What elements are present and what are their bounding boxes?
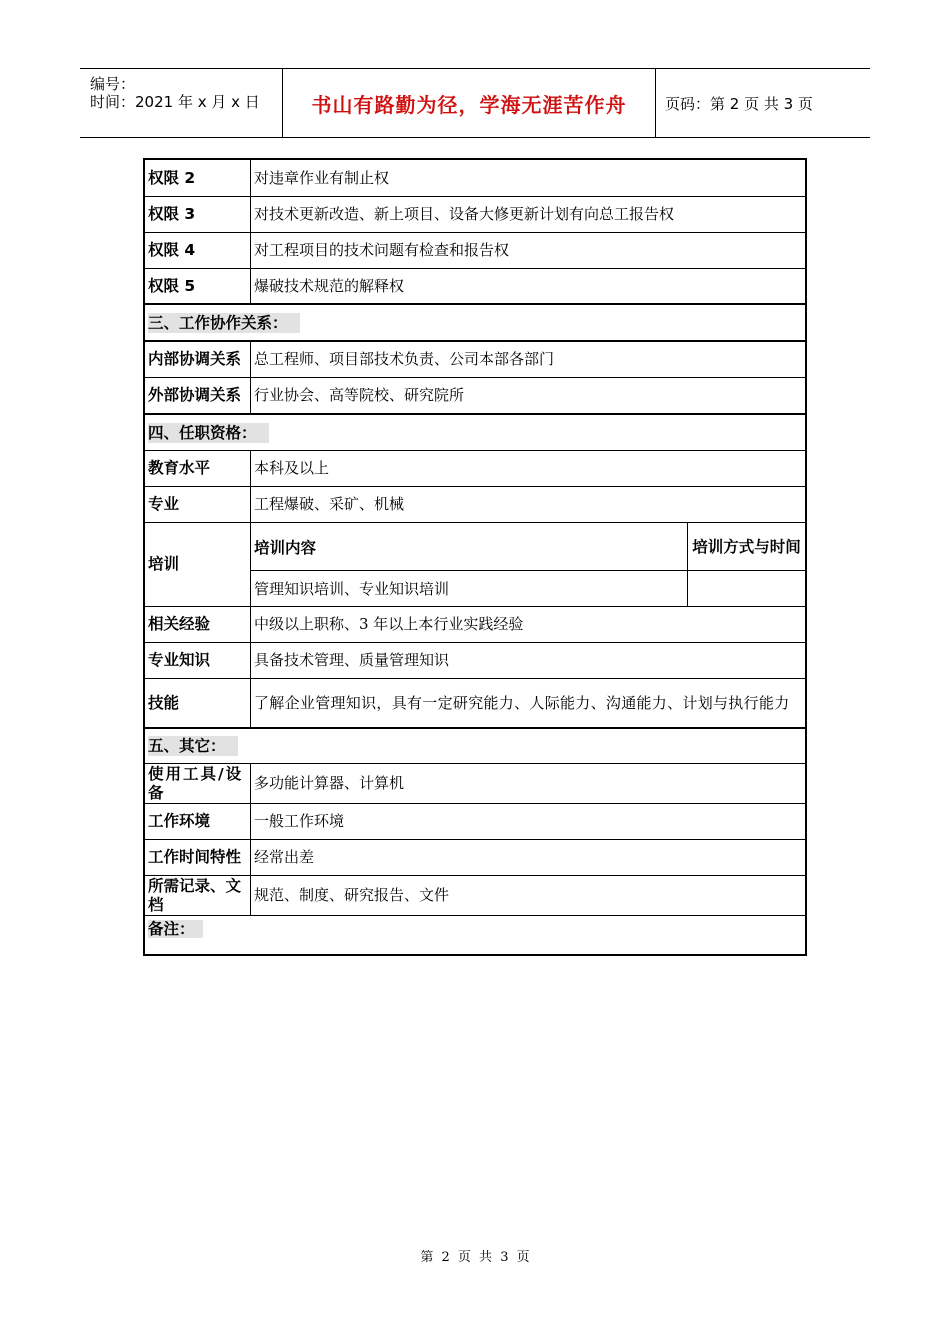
job-description-table (143, 158, 807, 956)
header-motto-cell (282, 69, 656, 137)
row-label: 教育水平 (145, 451, 251, 486)
header-page-cell (655, 69, 870, 137)
table-row (145, 160, 805, 197)
training-content-header: 培训内容 (251, 523, 688, 571)
table-row (145, 233, 805, 269)
permission-value: 对技术更新改造、新上项目、设备大修更新计划有向总工报告权 (254, 205, 675, 223)
row-value: 规范、制度、研究报告、文件 (254, 886, 450, 904)
table-row (145, 487, 805, 523)
row-label: 工作时间特性 (145, 840, 251, 875)
row-value: 中级以上职称、3 年以上本行业实践经验 (254, 615, 524, 633)
permission-value: 爆破技术规范的解释权 (254, 276, 405, 295)
remarks-row (145, 916, 805, 954)
section-title: 五、其它： (148, 736, 238, 756)
row-label: 使用工具/设备 (145, 764, 251, 803)
row-value: 经常出差 (254, 848, 315, 866)
permission-label: 权限 2 (145, 160, 251, 196)
row-value: 多功能计算器、计算机 (254, 774, 405, 792)
permission-label: 权限 5 (145, 269, 251, 303)
row-label: 工作环境 (145, 804, 251, 839)
row-label: 相关经验 (145, 607, 251, 642)
training-method-header: 培训方式与时间 (688, 523, 805, 571)
section-header-row (145, 305, 805, 342)
row-value: 一般工作环境 (254, 812, 345, 830)
row-value: 行业协会、高等院校、研究院所 (254, 386, 465, 404)
table-row (145, 451, 805, 487)
permission-label: 权限 3 (145, 197, 251, 232)
row-value: 具备技术管理、质量管理知识 (254, 651, 450, 669)
page-info: 页码：第 2 页 共 3 页 (665, 94, 813, 113)
row-label: 所需记录、文档 (145, 876, 251, 915)
table-row (145, 269, 805, 305)
row-value: 工程爆破、采矿、机械 (254, 495, 405, 513)
page-header (80, 68, 870, 138)
header-meta (80, 69, 282, 137)
section-header-row (145, 415, 805, 451)
doc-time-label: 时间：2021 年 x 月 x 日 (90, 93, 260, 111)
permission-label: 权限 4 (145, 233, 251, 268)
section-title: 三、工作协作关系： (148, 313, 300, 333)
doc-number-label: 编号： (90, 75, 136, 93)
table-row (145, 378, 805, 415)
permission-value: 对违章作业有制止权 (254, 168, 390, 187)
table-row (145, 679, 805, 729)
row-label: 外部协调关系 (145, 378, 251, 413)
table-row (145, 764, 805, 804)
row-label: 专业 (145, 487, 251, 522)
row-label: 技能 (145, 679, 251, 727)
table-row (145, 804, 805, 840)
table-row (145, 342, 805, 378)
row-label: 专业知识 (145, 643, 251, 678)
row-label: 培训 (145, 523, 251, 606)
table-row (145, 607, 805, 643)
section-header-row (145, 729, 805, 764)
training-method-value (688, 571, 805, 606)
section-title: 四、任职资格： (148, 423, 269, 443)
row-value: 本科及以上 (254, 459, 330, 477)
remarks-label: 备注： (148, 920, 203, 938)
permission-value: 对工程项目的技术问题有检查和报告权 (254, 241, 510, 259)
table-row (145, 840, 805, 876)
page-footer: 第 2 页 共 3 页 (420, 1250, 530, 1265)
motto-text: 书山有路勤为径，学海无涯苦作舟 (311, 92, 627, 117)
training-row (145, 523, 805, 607)
row-value: 总工程师、项目部技术负责、公司本部各部门 (254, 350, 555, 368)
row-value: 了解企业管理知识，具有一定研究能力、人际能力、沟通能力、计划与执行能力 (254, 693, 790, 712)
table-row (145, 643, 805, 679)
training-content-value: 管理知识培训、专业知识培训 (251, 571, 688, 606)
table-row (145, 876, 805, 916)
row-label: 内部协调关系 (145, 342, 251, 377)
table-row (145, 197, 805, 233)
